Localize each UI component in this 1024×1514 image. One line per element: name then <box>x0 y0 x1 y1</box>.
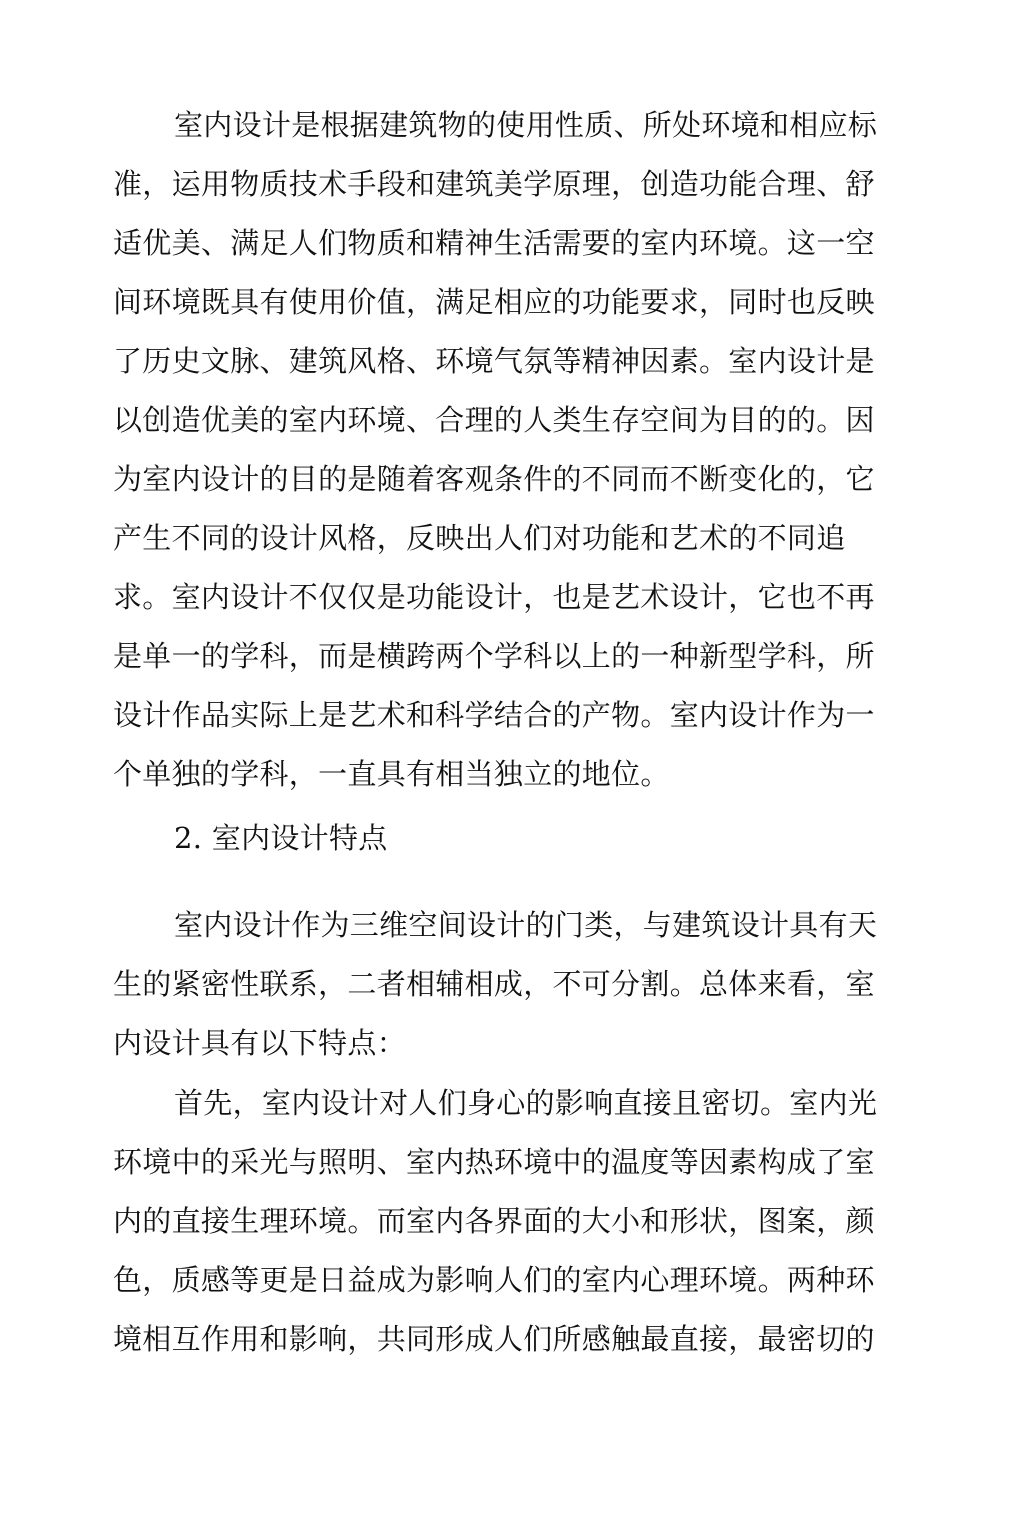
paragraph-1-line-11: 设计作品实际上是艺术和科学结合的产物。室内设计作为一 <box>113 698 875 732</box>
paragraph-3-line-4: 色，质感等更是日益成为影响人们的室内心理环境。两种环 <box>113 1263 875 1297</box>
paragraph-3-line-5: 境相互作用和影响，共同形成人们所感触最直接，最密切的 <box>113 1322 875 1356</box>
paragraph-3-line-2: 环境中的采光与照明、室内热环境中的温度等因素构成了室 <box>113 1145 875 1179</box>
paragraph-3-line-1: 首先，室内设计对人们身心的影响直接且密切。室内光 <box>174 1086 878 1120</box>
paragraph-2-line-2: 生的紧密性联系，二者相辅相成，不可分割。总体来看，室 <box>113 967 875 1001</box>
section-heading: 2. 室内设计特点 <box>174 821 388 855</box>
paragraph-2-line-3: 内设计具有以下特点： <box>113 1026 407 1060</box>
paragraph-1-line-8: 产生不同的设计风格，反映出人们对功能和艺术的不同追 <box>113 521 846 555</box>
paragraph-1-line-1: 室内设计是根据建筑物的使用性质、所处环境和相应标 <box>174 108 878 142</box>
paragraph-1-line-2: 准，运用物质技术手段和建筑美学原理，创造功能合理、舒 <box>113 167 875 201</box>
paragraph-1-line-4: 间环境既具有使用价值，满足相应的功能要求，同时也反映 <box>113 285 875 319</box>
paragraph-1-line-6: 以创造优美的室内环境、合理的人类生存空间为目的的。因 <box>113 403 875 437</box>
paragraph-1-line-7: 为室内设计的目的是随着客观条件的不同而不断变化的，它 <box>113 462 875 496</box>
paragraph-2-line-1: 室内设计作为三维空间设计的门类，与建筑设计具有天 <box>174 908 878 942</box>
paragraph-3-line-3: 内的直接生理环境。而室内各界面的大小和形状，图案，颜 <box>113 1204 875 1238</box>
paragraph-1-line-3: 适优美、满足人们物质和精神生活需要的室内环境。这一空 <box>113 226 875 260</box>
paragraph-1-line-9: 求。室内设计不仅仅是功能设计，也是艺术设计，它也不再 <box>113 580 875 614</box>
paragraph-1-line-5: 了历史文脉、建筑风格、环境气氛等精神因素。室内设计是 <box>113 344 875 378</box>
paragraph-1-line-10: 是单一的学科，而是横跨两个学科以上的一种新型学科，所 <box>113 639 875 673</box>
paragraph-1-line-12: 个单独的学科，一直具有相当独立的地位。 <box>113 757 670 791</box>
